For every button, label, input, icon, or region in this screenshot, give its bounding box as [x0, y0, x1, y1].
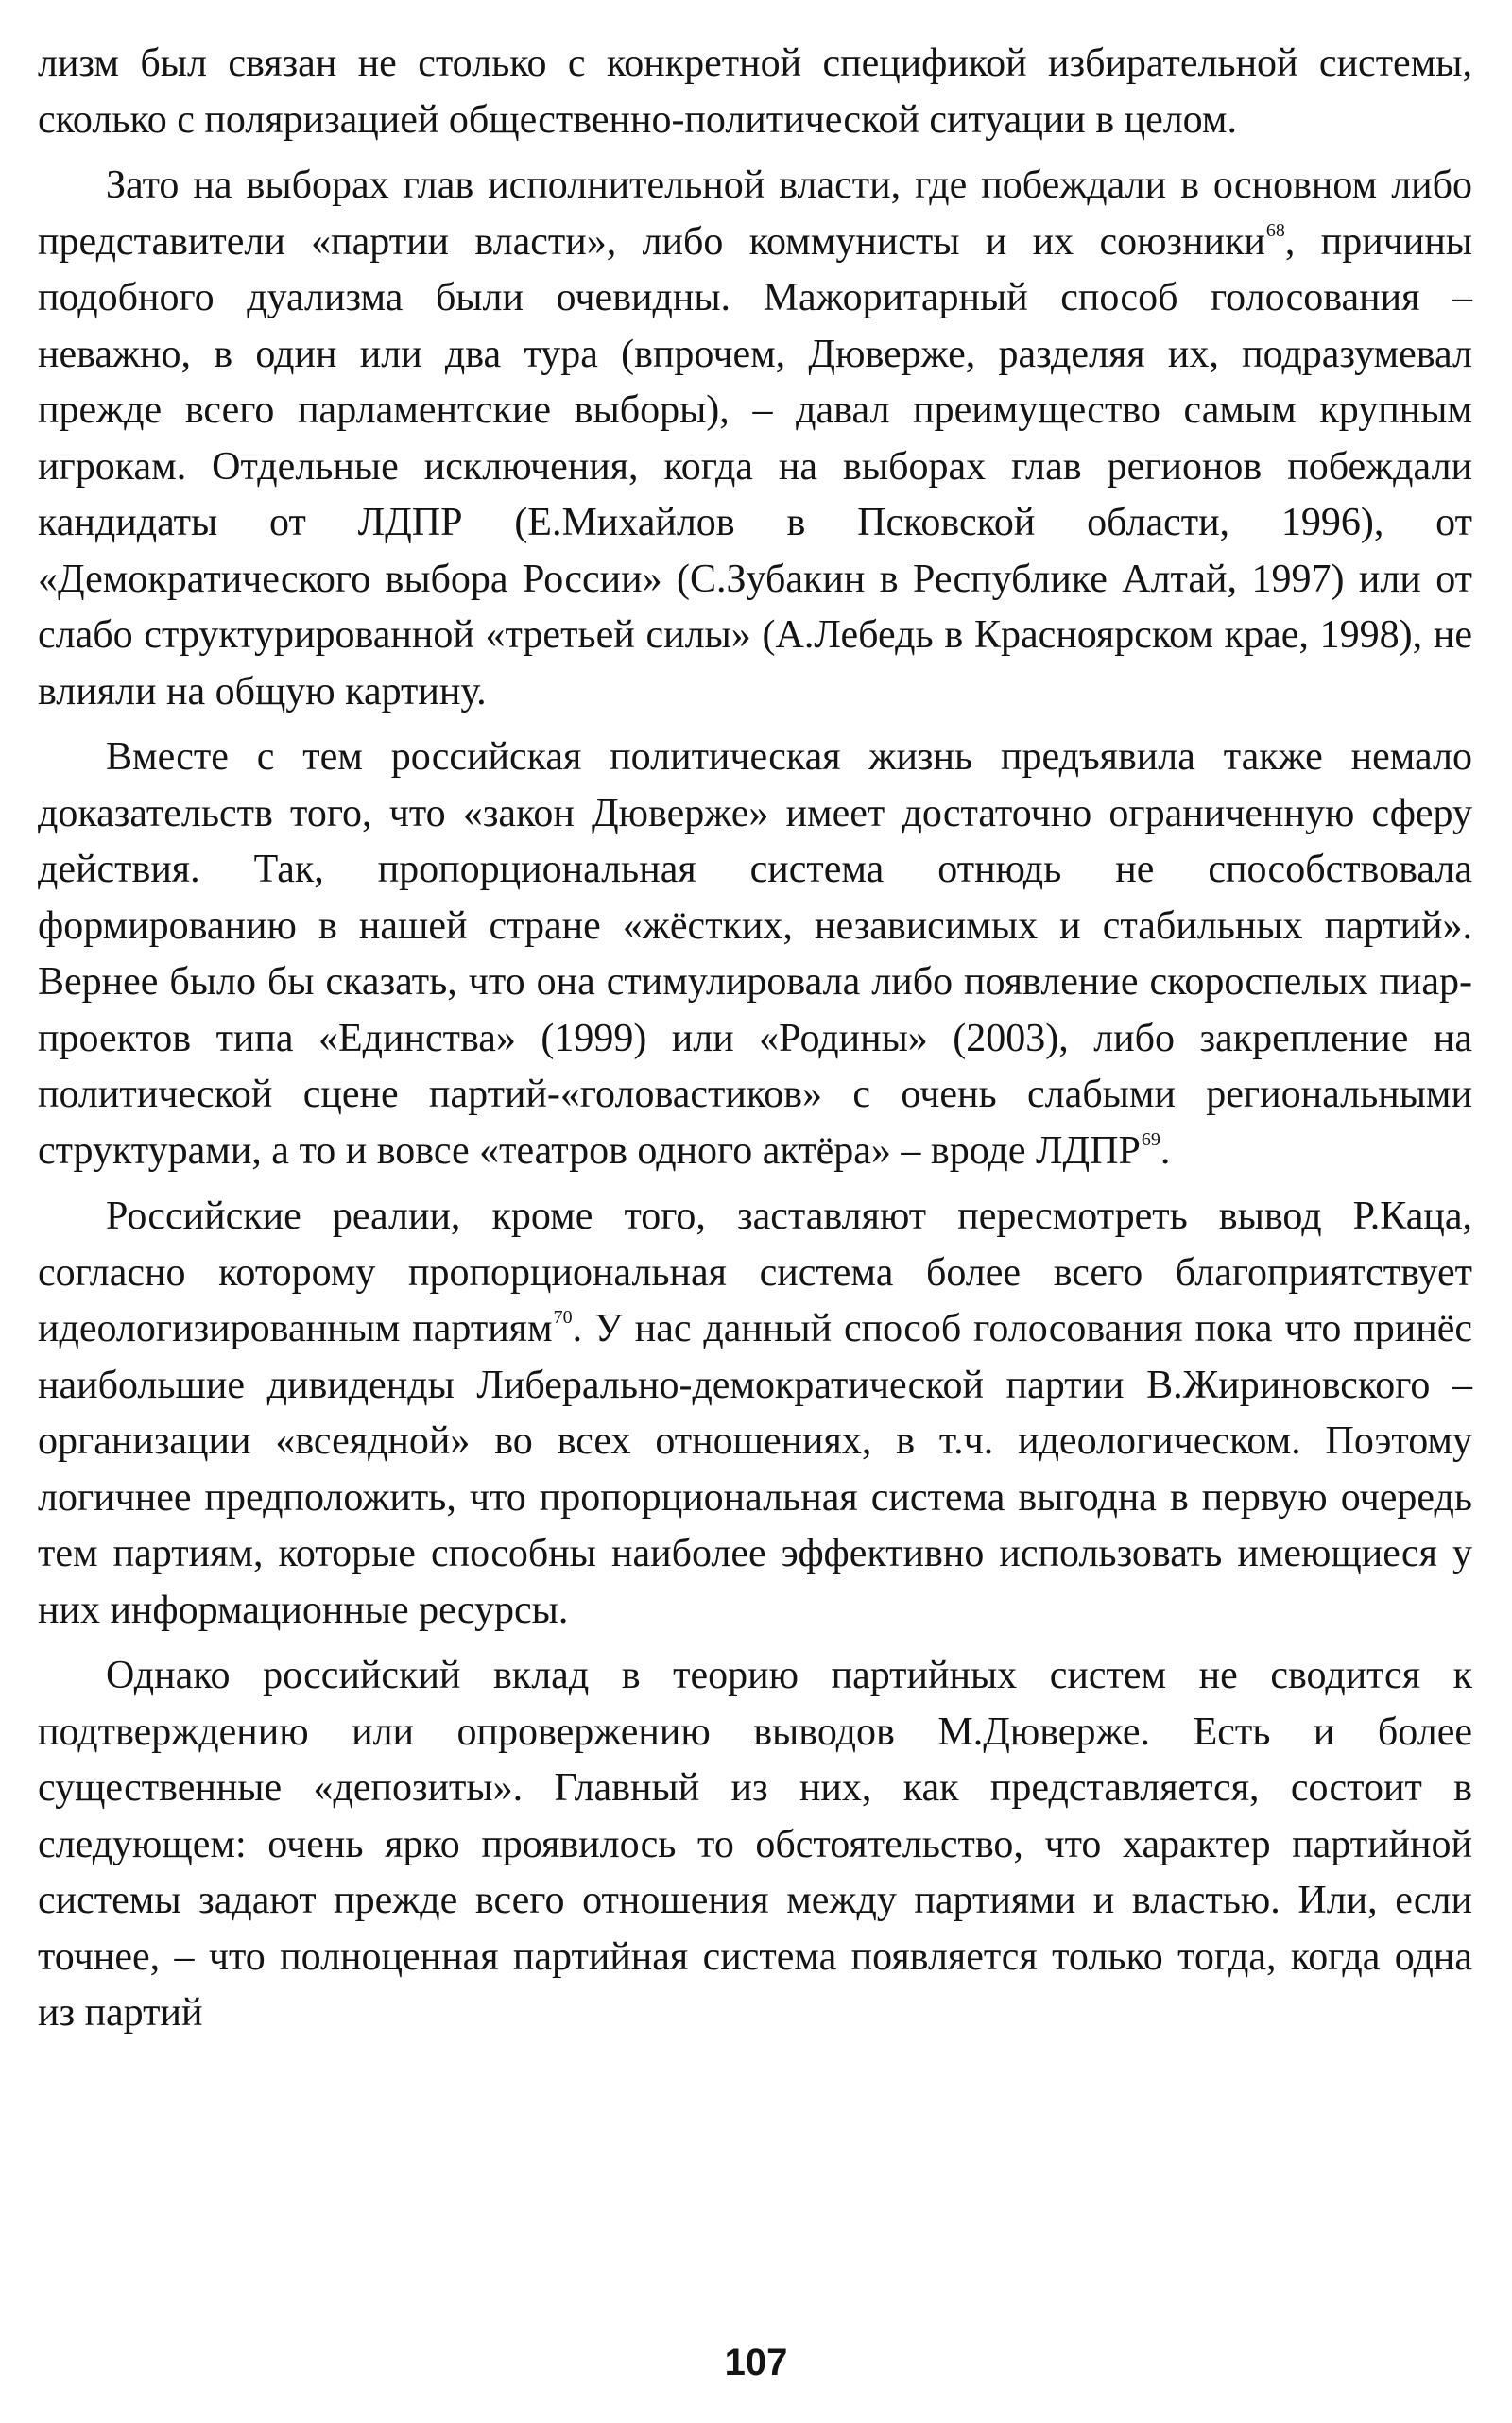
book-page — [38, 36, 1472, 2342]
paragraph-text: . У нас данный способ голосования пока что принёс наибольшие дивиденды Либерально-демократической партии В.Жириновского – организации «всеядной» во всех отношениях, в т.ч. идеологическом. Поэтому логичнее предположить, что пропорциональная система выгодна в первую очередь тем партиям, которые способны наиболее эффективно использовать имеющиеся у них информационные ресурсы. — [38, 1307, 1472, 1632]
footnote-ref: 70 — [553, 1307, 573, 1328]
paragraph-text: лизм был связан не столько с конкретной спецификой избирательной системы, сколько с поляризацией общественно-политической ситуации в целом. — [38, 42, 1472, 142]
paragraph — [38, 158, 1472, 720]
page-number: 107 — [724, 2342, 788, 2383]
paragraph — [38, 1189, 1472, 1639]
paragraph — [38, 730, 1472, 1179]
paragraph-text: Российские реалии, кроме того, заставляют пересмотреть вывод Р.Каца, согласно которому пропорциональная система более всего благоприятствует идеологизированным партиям — [38, 1194, 1472, 1350]
footnote-ref: 68 — [1265, 219, 1285, 241]
paragraph-text: , причины подобного дуализма были очевидны. Мажоритарный способ голосования – неважно, в один или два тура (впрочем, Дюверже, разделяя их, подразумевал прежде всего парламентские выборы), – давал преимущество самым крупным игрокам. Отдельные исключения, когда на выборах глав регионов побеждали кандидаты от ЛДПР (Е.Михайлов в Псковской области, 1996), от «Демократического выбора России» (С.Зубакин в Республике Алтай, 1997) или от слабо структурированной «третьей силы» (А.Лебедь в Красноярском крае, 1998), не влияли на общую картину. — [38, 219, 1473, 713]
paragraph-text: Однако российский вклад в теорию партийных систем не сводится к подтверждению или опровержению выводов М.Дюверже. Есть и более существенные «депозиты». Главный из них, как представляется, состоит в следующем: очень ярко проявилось то обстоятельство, что характер партийной системы задают прежде всего отношения между партиями и властью. Или, если точнее, – что полноценная партийная система появляется только тогда, когда одна из партий — [38, 1654, 1472, 2035]
paragraph-text: Зато на выборах глав исполнительной власти, где побеждали в основном либо представители «партии власти», либо коммунисты и их союзники — [38, 163, 1472, 264]
paragraph-continuation — [38, 36, 1472, 148]
paragraph — [38, 1648, 1472, 2042]
paragraph-text: . — [1160, 1128, 1171, 1173]
paragraph-text: Вместе с тем российская политическая жизнь предъявила также немало доказательств того, что «закон Дюверже» имеет достаточно ограниченную сферу действия. Так, пропорциональная система отнюдь не способствовала формированию в нашей стране «жёстких, независимых и стабильных партий». Вернее было бы сказать, что она стимулировала либо появление скороспелых пиар-проектов типа «Единства» (1999) или «Родины» (2003), либо закрепление на политической сцене партий-«головастиков» с очень слабыми региональными структурами, а то и вовсе «театров одного актёра» – вроде ЛДПР — [38, 735, 1472, 1173]
footnote-ref: 69 — [1141, 1128, 1160, 1150]
